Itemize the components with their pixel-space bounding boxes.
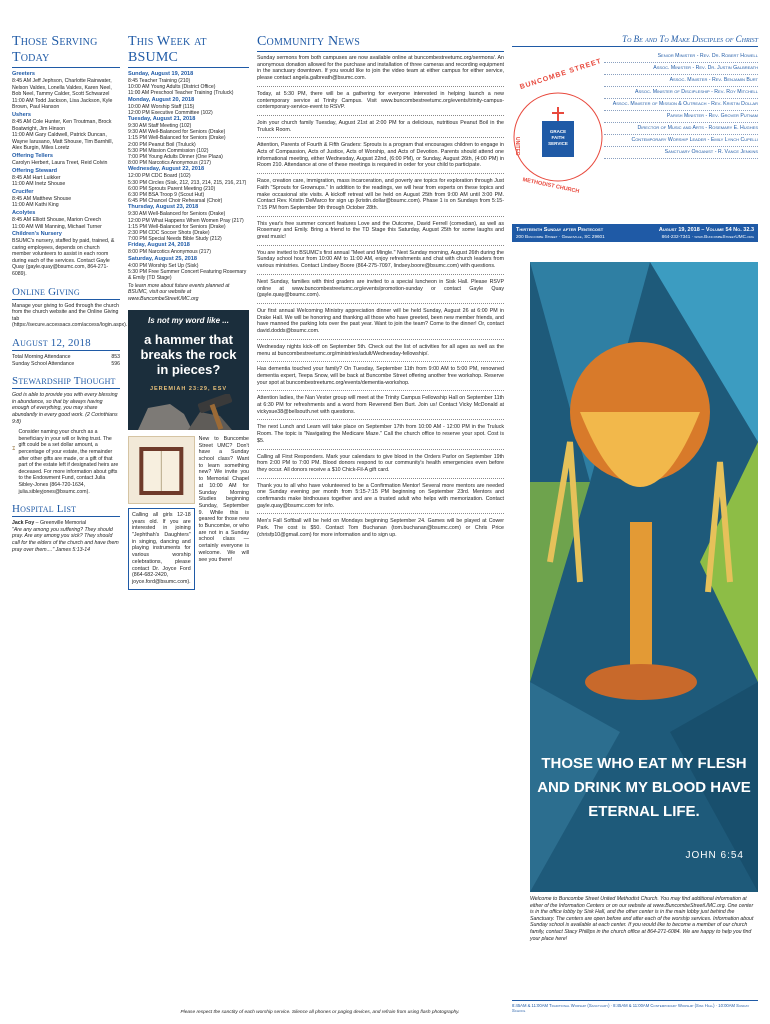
hourglass-icon [12,429,15,467]
worship-times: 8:45AM & 11:00AM Traditional Worship (Sanctuary) · 8:45AM & 11:00AM Contemporary Worship (Sisk Hall) · 10:00AM Sunday School [512,1000,758,1013]
online-giving-text: Manage your giving to God through the church from the church website and the Online Giving tab (https://secure.accessacs.com/access/login.aspx). [12,302,128,329]
verse-line-1: THOSE WHO EAT MY FLESH [541,755,747,772]
church-phone: 864-232-7341 · www.BuncombeStreetUMC.org [661,234,754,239]
week-day-heading: Wednesday, August 22, 2018 [128,166,205,173]
week-event: 2:30 PM CDC Soccer Shots (Drake) [128,230,210,237]
week-event: 6:45 PM Chancel Choir Rehearsal (Choir) [128,198,223,205]
news-item: Next Sunday, families with third graders are invited to a special luncheon in Sisk Hall. Please RSVP online at www.buncombestreetumc.org/events/promotion-sunday or contact Gayle Quay (gayle.quay@bsumc.com). [257,278,504,299]
week-event: 7:00 PM Special Needs Bible Study (212) [128,236,222,243]
staff-row: Sanctuary Organist - R. Vance Jenkins [604,147,758,159]
week-event: 9:30 AM Well-Balanced for Seniors (Drake) [128,211,226,218]
steward-text-2: 11:00 AM Inetz Shouse [12,181,66,188]
news-item: You are invited to BSUMC's first annual "Meet and Mingle." Next Sunday morning, August 26th during the Sunday school hour from 10:00 AM to 11:00 AM, enjoy refreshments and chat with church leaders from various ministries. Contact Lindsey Boore (864-275-7097, lindsey.boore@bsumc.com) with questions. [257,249,504,270]
logo-top-text: BUNCOMBE STREET [519,57,603,92]
news-divider [257,339,504,340]
crucifer-text-2: 11:00 AM Kathi King [12,202,59,209]
logo-service: SERVICE [548,141,568,146]
week-event: 1:15 PM Well-Balanced for Seniors (Drake) [128,223,226,230]
acolytes-heading: Acolytes [12,209,36,216]
offering-text: Carolyn Herbert, Laura Treet, Reid Colvin [12,159,108,166]
verse-reference: JOHN 6:54 [685,850,744,861]
staff-row: Assoc. Minister of Mission & Outreach - Rev. Kristin Dollar [604,99,758,111]
news-divider [257,419,504,420]
news-item: This year's free summer concert features Love and the Outcome, David Ferrell (comedian), as well as Rosemary and Emily. Bring a friend to the TD Stage this Saturday, August 25th for some laughs and great music! [257,220,504,241]
nursery-heading: Children's Nursery [12,231,62,238]
week-event: 12:00 PM Executive Committee (102) [128,109,213,116]
news-divider [257,137,504,138]
week-event: 12:00 PM What Happens When Women Pray (217) [128,217,244,224]
ushers-heading: Ushers [12,111,31,118]
week-day-heading: Thursday, August 23, 2018 [128,204,199,211]
stewardship-verse: God is able to provide you with every blessing in abundance, so that by always having enough of everything, you may share abundantly in every good work. (2 Corinthians 9:8) [12,392,118,425]
online-giving-title: Online Giving [12,286,120,300]
attendance-title: August 12, 2018 [12,337,120,351]
news-item: Men's Fall Softball will be held on Mondays beginning September 24. Games will be played at Cower Park. The cost is $50. Contact Tom Buchanan (tom.buchanan@bsumc.com) or Chris Price (chrisfp10@gmail.com) for more information and to sign up. [257,518,504,538]
staff-row: Assoc. Minister - Rev. Dr. Justin Galbreath [604,63,758,75]
week-event: 8:00 PM Narcotics Anonymous (217) [128,249,211,256]
news-item: Calling all First Responders. Mark your calendars to give blood in the Orders Parlor on September 19th from 2:00 PM to 7:00 PM. Blood donors respond to our community's health emergencies even before they occur. All donors receive a $10 Chick-Fil-A gift card. [257,453,504,473]
news-divider [257,478,504,479]
logo-bottom-text: METHODIST CHURCH [522,177,580,195]
verse-line-2: AND DRINK MY BLOOD HAVE [537,779,751,796]
stewardship-title: Stewardship Thought [12,375,120,389]
week-event: 11:00 AM Preschool Teacher Training (Truluck) [128,90,234,97]
staff-row: Senior Minister - Rev. Dr. Robert Howell [604,51,758,63]
news-divider [257,115,504,116]
serving-title: Those Serving Today [12,34,120,68]
week-event: 5:30 PM Mission Commission (102) [128,147,209,154]
news-divider [257,173,504,174]
week-event: 5:30 PM Circles (Sisk, 212, 213, 214, 215, 216, 217) [128,179,247,186]
staff-row: Contemporary Worship Leader - Emily Lynch Cupelli [604,135,758,147]
week-event: 4:00 PM Worship Set Up (Sisk) [128,262,199,269]
bible-photo [128,436,195,504]
week-event: 1:15 PM Well-Balanced for Seniors (Drake) [128,135,226,142]
sunday-name: Thirteenth Sunday after Pentecost [516,227,604,233]
greeters-text: 8:45 AM Jeff Jephson, Charlotte Rainwater, Nelson Valdes, Lonella Valdes, Karen Neel, Bob Neel, Tammy Calder, Scott Schwarzel [12,78,112,98]
community-news-title: Community News [257,34,504,52]
week-event: 2:00 PM Peanut Boil (Truluck) [128,141,196,148]
news-divider [257,86,504,87]
news-item: Race, creation care, immigration, mass incarceration, and poverty are topics for exploration through Just Faith "Sprouts for Grownups." In addition to the readings, we will hear from experts on these topics and make occasional site visits. A kickoff retreat will be held on August 25th from 9:00 AM until 3:00 PM. Contact Rev. Kristin DeMarco for sign up (kristin.dollar@bsumc.com). Phase 1 is on Sundays from 5:15-7:15 PM from September 9th through October 28th. [257,178,504,211]
news-item: Sunday sermons from both campuses are now available online at buncombestreetumc.org/sermons/. An anonymous donation allowed for the purchase and installation of three cameras and recording equipment in the sanctuary downtown. If you would like to join the video team at either campus for either service, please contact angela.galbreath@bsumc.com. [257,55,504,82]
news-item: Wednesday nights kick-off on September 5th. Check out the list of activities for all ages as well as the menu at buncombestreetumc.org/ministries/adult/Wednesday-fellowship/. [257,343,504,357]
stained-glass-image [530,262,758,892]
week-event: 9:30 AM Staff Meeting (102) [128,123,192,130]
staff-row: Assoc. Minister of Discipleship - Rev. Roy Mitchell [604,87,758,99]
steward-heading: Offering Steward [12,167,58,174]
hammer-ad-reference: JEREMIAH 23:29, ESV [149,385,228,392]
acolytes-text-2: 11:00 AM Will Manning, Michael Turner [12,223,102,230]
logo-left-text: UNITED [514,137,520,156]
week-day-heading: Saturday, August 25, 2018 [128,255,198,262]
issue-info: August 19, 2018 – Volume 54 No. 32.3 [658,227,754,233]
those-serving-column [12,34,128,553]
verse-line-3: ETERNAL LIFE. [588,803,700,820]
week-event: 6:00 PM Sprouts Parent Meeting (210) [128,185,216,192]
hospital-verse: "Are any among you suffering? They should pray. Are any among you sick? They should call for the elders of the church and have them pray over them...." James 5:13-14 [12,526,119,553]
staff-row: Assoc. Minister - Rev. Benjamin Burt [604,75,758,87]
staff-row: Director of Music and Arts - Rosemary E. Hughes [604,123,758,135]
news-divider [257,216,504,217]
offering-heading: Offering Tellers [12,152,53,159]
hammer-ad [128,310,249,430]
week-day-heading: Sunday, August 19, 2018 [128,71,194,77]
news-divider [257,361,504,362]
news-list [257,55,504,539]
news-divider [257,449,504,450]
news-item: Attention, Parents of Fourth & Fifth Graders: Sprouts is a program that encourages children to engage in Acts of Compassion, Acts of Justice, Acts of Worship, and Acts of Devotion. Parents should attend one informational meeting, either Wednesday, August 22nd, (6:00 PM), or Sunday, August 26th, (4:00 PM) in Room 210. Attendance at one of these meetings is required in order for your child to participate. [257,142,504,169]
news-item: The next Lunch and Learn will take place on September 17th from 10:00 AM - 12:00 PM in the Truluck Room. The topic is "Navigating the Medicare Maze." Call the church office to reserve your spot. Cost is $5. [257,424,504,444]
hammer-ad-headline: a hammer that breaks the rock in pieces? [140,331,237,377]
week-event: 6:30 PM BSA Troop 9 (Scout Hut) [128,192,205,199]
week-event: 8:45 Teacher Training (210) [128,78,191,84]
news-divider [257,303,504,304]
community-news-column [257,34,504,539]
week-event: 10:00 AM Worship Staff (115) [128,103,195,110]
hospital-title: Hospital List [12,503,120,517]
attendance-sunday-school: Sunday School Attendance 596 [12,360,120,367]
week-note: To learn more about future events planned at BSUMC, visit our website at www.BuncombeStreetUMC.org [128,283,230,302]
ushers-text-2: 11:00 AM Gary Caldwell, Patrick Duncan, Wayne Iarusano, Matt Shouse, Tim Barnhill, Alex Burgin, Miles Loretz [12,132,114,152]
greeters-text-2: 11:00 AM Todd Jackson, Lisa Jackson, Kyle Brown, Paul Hanson [12,97,113,111]
hospital-entry: Jack Foy – Greenville Memorial [12,520,87,527]
news-divider [257,390,504,391]
new-to-umc-text: New to Buncombe Street UMC? Don't have a Sunday school class? Want to learn something new? We invite you to Memorial Chapel at 10:00 AM for Sunday Morning Studies beginning Sunday, September 9. While this is geared for those new to Buncombe, or who are not in a Sunday school class — certainly everyone is welcome. We will see you there! [198,435,249,563]
crucifer-heading: Crucifer [12,188,34,195]
week-event: 5:30 PM Free Summer Concert Featuring Rosemary & Emily (TD Stage) [128,268,247,282]
news-item: Today, at 5:30 PM, there will be a gathering for everyone interested in helping launch a new contemporary service at Trinity Campus. Visit www.buncombestreetumc.org/events/trinity-campus-contemporary-service-event to RSVP. [257,90,504,111]
week-event: 12:00 PM CDC Board (102) [128,173,191,180]
welcome-text: Welcome to Buncombe Street United Methodist Church. You may find additional information at either of the Information Centers or on our website at www.BuncombeStreetUMC.org. One center is in the office lobby by Sisk Hall, and the other center is in the main lobby just behind the Sanctuary. The centers are open before and after each of the worship services. Information about Sunday school is available at each center. If you would like to become a member of our church family, contact Stacy Phillips in the church office at 864-271-6084. We are happy to help you find your place here! [530,896,754,942]
endowment-text: Consider naming your church as a beneficiary in your will or living trust. The gift could be a set dollar amount, a percentage of your estate, the remainder after other gifts are made, or a gift of that part of the estate left if designated heirs are deceased. For more information about gifts to the Endowment Fund, contact Julia Sibley-Jones (864-720-1634, julia.sibleyjones@bsumc.com). [18,429,119,495]
week-event: 9:30 AM Well-Balanced for Seniors (Drake) [128,129,226,136]
footnote: Please respect the sanctity of each worship service. Silence all phones or paging devices, and refrain from using flash photography. [180,1010,460,1015]
logo-grace: GRACE [549,129,567,134]
week-event: 8:00 PM Narcotics Anonymous (217) [128,160,211,167]
masthead-column [512,34,758,242]
rock-hammer-icon [128,394,249,430]
staff-list [604,51,758,221]
week-day-heading: Tuesday, August 21, 2018 [128,116,196,123]
girls-box [128,508,195,590]
week-event: 10:00 AM Young Adults (District Office) [128,84,216,91]
week-day-heading: Friday, August 24, 2018 [128,242,190,249]
week-schedule [128,71,249,281]
news-divider [257,245,504,246]
news-divider [257,274,504,275]
this-week-column [128,34,249,590]
bible-icon [129,437,194,503]
steward-text: 8:45 AM Hart Luikker [12,174,61,181]
news-item: Has dementia touched your family? On Tuesday, September 11th from 9:00 AM to 5:00 PM, renowned dementia expert, Teepa Snow, will be back at Buncombe Street offering another free workshop. Reserve your spot at buncombestreetumc.org/events/dementia-workshop. [257,366,504,386]
news-item: Attention ladies, the Nan Vester group will meet at the Trinity Campus Fellowship Hall on September 11th at 6:30 PM for refreshments and a word from Reverend Ben Burt. Join us! Contact Vicky McDonald at vickysue38@bellsouth.net with questions. [257,395,504,415]
attendance-total: Total Morning Attendance 853 [12,354,120,361]
acolytes-text: 8:45 AM Elliott Shouse, Marion Creech [12,216,102,223]
ushers-text: 8:45 AM Cole Hunter, Ken Troutman, Brock Boatwright, Jim Hinson [12,118,112,132]
week-event: 7:00 PM Young Adults Dinner (One Plaza) [128,154,223,161]
this-week-title: This Week at BSUMC [128,34,249,68]
news-item: Join your church family Tuesday, August 21st at 2:00 PM for a delicious, nutritious Peanut Boil in the Truluck Room. [257,119,504,133]
church-address: 200 Buncombe Street · Greenville, SC 29601 [516,234,605,239]
girls-text: Calling all girls 12-18 years old. If you are interested in joining "Jephthah's Daughters" in singing, dancing and playing instruments for various worship celebrations, please contact Dr. Joyce Ford (864-682-2420, joyce.ford@bsumc.com). [132,511,191,585]
staff-row: Parish Minister - Rev. Grover Putnam [604,111,758,123]
motto: To Be and To Make Disciples of Christ [512,34,758,47]
logo-faith: FAITH [551,135,565,140]
nursery-text: BSUMC's nursery, staffed by paid, trained, & caring employees, depends on church member volunteers to assist in each room during each of the services. Contact Gayle Quay (gayle.quay@bsumc.com, 864-271-6089). [12,238,115,278]
crucifer-text: 8:45 AM Matthew Shouse [12,195,72,202]
hammer-ad-question: Is not my word like ... [148,315,229,325]
greeters-heading: Greeters [12,71,36,77]
news-item: Thank you to all who have volunteered to be a Confirmation Mentor! Several more mentors are needed one Sunday evening per month from 5:15-7:15 PM beginning on September 23rd. Mentors and confirmands make birdhouses together and are a trusted adult who helps with memorization. Contact gayle.quay@bsumc.com for info. [257,482,504,509]
news-divider [257,513,504,514]
news-item: Our first annual Welcoming Ministry appreciation dinner will be held Sunday, August 26 at 6:00 PM in Drake Hall. We will be honoring and thanking all those who have greeted, been new member friends, and have manned the parking lots over the past year. Want to join the team? Come to the dinner! Or, contact david.dodds@bsumc.com. [257,307,504,335]
week-day-heading: Monday, August 20, 2018 [128,96,195,103]
church-logo [512,51,604,221]
issue-banner [512,224,758,242]
